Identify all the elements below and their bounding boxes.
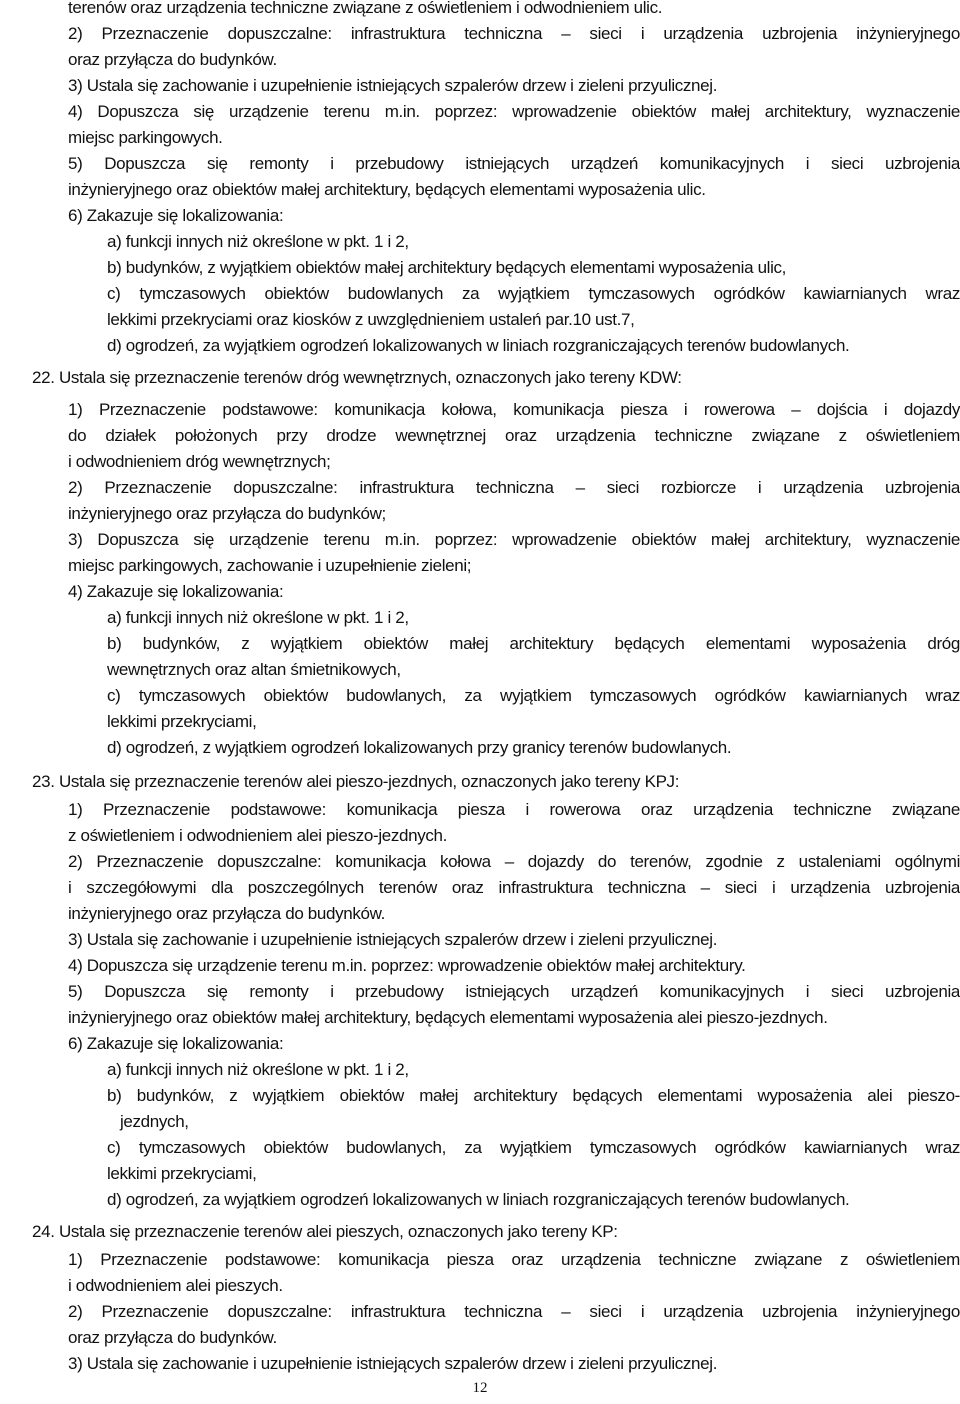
- text-line: oraz przyłącza do budynków.: [68, 1328, 277, 1347]
- text-line: 4) Zakazuje się lokalizowania:: [68, 582, 284, 601]
- text-line: inżynieryjnego oraz przyłącza do budynków.: [68, 904, 385, 923]
- text-line: inżynieryjnego oraz obiektów małej architektury, będących elementami wyposażenia ulic.: [68, 180, 706, 199]
- text-line: 3) Dopuszcza się urządzenie terenu m.in. poprzez: wprowadzenie obiektów małej architektury, wyznaczenie: [68, 530, 960, 549]
- text-line: miejsc parkingowych.: [68, 128, 223, 147]
- text-line: 3) Ustala się zachowanie i uzupełnienie istniejących szpalerów drzew i zieleni przyulicznej.: [68, 930, 718, 949]
- text-line: a) funkcji innych niż określone w pkt. 1 i 2,: [107, 608, 409, 627]
- text-line: i odwodnieniem alei pieszych.: [68, 1276, 283, 1295]
- text-line: 5) Dopuszcza się remonty i przebudowy istniejących urządzeń komunikacyjnych i sieci uzbrojenia: [68, 982, 960, 1001]
- text-line: inżynieryjnego oraz obiektów małej architektury, będących elementami wyposażenia alei pieszo-jezdnych.: [68, 1008, 828, 1027]
- text-line: oraz przyłącza do budynków.: [68, 50, 277, 69]
- text-line: do działek położonych przy drodze wewnętrznej oraz urządzenia techniczne związane z oświetleniem: [68, 426, 960, 445]
- text-line: c) tymczasowych obiektów budowlanych za wyjątkiem tymczasowych ogródków kawiarnianych wraz: [107, 284, 960, 303]
- text-line: d) ogrodzeń, za wyjątkiem ogrodzeń lokalizowanych w liniach rozgraniczających terenów budowlanych.: [107, 1190, 850, 1209]
- text-line: terenów oraz urządzenia techniczne związane z oświetleniem i odwodnieniem ulic.: [68, 0, 663, 17]
- text-line: d) ogrodzeń, z wyjątkiem ogrodzeń lokalizowanych przy granicy terenów budowlanych.: [107, 738, 732, 757]
- text-line: miejsc parkingowych, zachowanie i uzupełnienie zieleni;: [68, 556, 472, 575]
- text-line: 2) Przeznaczenie dopuszczalne: infrastruktura techniczna – sieci rozbiorcze i urządzenia uzbrojenia: [68, 478, 960, 497]
- text-line: a) funkcji innych niż określone w pkt. 1 i 2,: [107, 1060, 409, 1079]
- page-number: 12: [472, 1380, 488, 1396]
- text-line: 1) Przeznaczenie podstawowe: komunikacja piesza oraz urządzenia techniczne związane z oświetleniem: [68, 1250, 960, 1269]
- text-line: 4) Dopuszcza się urządzenie terenu m.in. poprzez: wprowadzenie obiektów małej architektury.: [68, 956, 746, 975]
- text-line: jezdnych,: [120, 1112, 189, 1131]
- text-line: 1) Przeznaczenie podstawowe: komunikacja piesza i rowerowa oraz urządzenia techniczne związane: [68, 800, 960, 819]
- text-line: wewnętrznych oraz altan śmietnikowych,: [107, 660, 401, 679]
- text-line: 6) Zakazuje się lokalizowania:: [68, 206, 284, 225]
- text-line: 5) Dopuszcza się remonty i przebudowy istniejących urządzeń komunikacyjnych i sieci uzbrojenia: [68, 154, 960, 173]
- text-line: b) budynków, z wyjątkiem obiektów małej architektury będących elementami wyposażenia ulic,: [107, 258, 787, 277]
- text-line: lekkimi przekryciami oraz kiosków z uwzględnieniem ustaleń par.10 ust.7,: [107, 310, 635, 329]
- text-line: b) budynków, z wyjątkiem obiektów małej architektury będących elementami wyposażenia dróg: [107, 634, 960, 653]
- text-line: lekkimi przekryciami,: [107, 712, 257, 731]
- text-line: 3) Ustala się zachowanie i uzupełnienie istniejących szpalerów drzew i zieleni przyulicznej.: [68, 76, 718, 95]
- text-line: i szczegółowymi dla poszczególnych terenów oraz infrastruktura techniczna – sieci i urządzenia uzbrojenia: [68, 878, 960, 897]
- text-line: a) funkcji innych niż określone w pkt. 1 i 2,: [107, 232, 409, 251]
- text-line: 24. Ustala się przeznaczenie terenów alei pieszych, oznaczonych jako tereny KP:: [32, 1222, 618, 1241]
- text-line: d) ogrodzeń, za wyjątkiem ogrodzeń lokalizowanych w liniach rozgraniczających terenów budowlanych.: [107, 336, 850, 355]
- text-line: 23. Ustala się przeznaczenie terenów alei pieszo-jezdnych, oznaczonych jako tereny KPJ:: [32, 772, 680, 791]
- text-line: b) budynków, z wyjątkiem obiektów małej architektury będących elementami wyposażenia alei pieszo-: [107, 1086, 960, 1105]
- text-line: c) tymczasowych obiektów budowlanych, za wyjątkiem tymczasowych ogródków kawiarnianych wraz: [107, 686, 960, 705]
- text-line: 1) Przeznaczenie podstawowe: komunikacja kołowa, komunikacja piesza i rowerowa – dojścia i dojazdy: [68, 400, 960, 419]
- text-line: 3) Ustala się zachowanie i uzupełnienie istniejących szpalerów drzew i zieleni przyulicznej.: [68, 1354, 718, 1373]
- text-line: 6) Zakazuje się lokalizowania:: [68, 1034, 284, 1053]
- text-line: inżynieryjnego oraz przyłącza do budynków;: [68, 504, 386, 523]
- text-line: lekkimi przekryciami,: [107, 1164, 257, 1183]
- text-line: 2) Przeznaczenie dopuszczalne: infrastruktura techniczna – sieci i urządzenia uzbrojenia inżynieryjnego: [68, 24, 960, 43]
- text-line: 4) Dopuszcza się urządzenie terenu m.in. poprzez: wprowadzenie obiektów małej architektury, wyznaczenie: [68, 102, 960, 121]
- text-line: 2) Przeznaczenie dopuszczalne: komunikacja kołowa – dojazdy do terenów, zgodnie z ustaleniami ogólnymi: [68, 852, 960, 871]
- text-line: i odwodnieniem dróg wewnętrznych;: [68, 452, 331, 471]
- text-line: 2) Przeznaczenie dopuszczalne: infrastruktura techniczna – sieci i urządzenia uzbrojenia inżynieryjnego: [68, 1302, 960, 1321]
- text-line: 22. Ustala się przeznaczenie terenów dróg wewnętrznych, oznaczonych jako tereny KDW:: [32, 368, 682, 387]
- text-line: z oświetleniem i odwodnieniem alei pieszo-jezdnych.: [68, 826, 448, 845]
- text-line: c) tymczasowych obiektów budowlanych, za wyjątkiem tymczasowych ogródków kawiarnianych wraz: [107, 1138, 960, 1157]
